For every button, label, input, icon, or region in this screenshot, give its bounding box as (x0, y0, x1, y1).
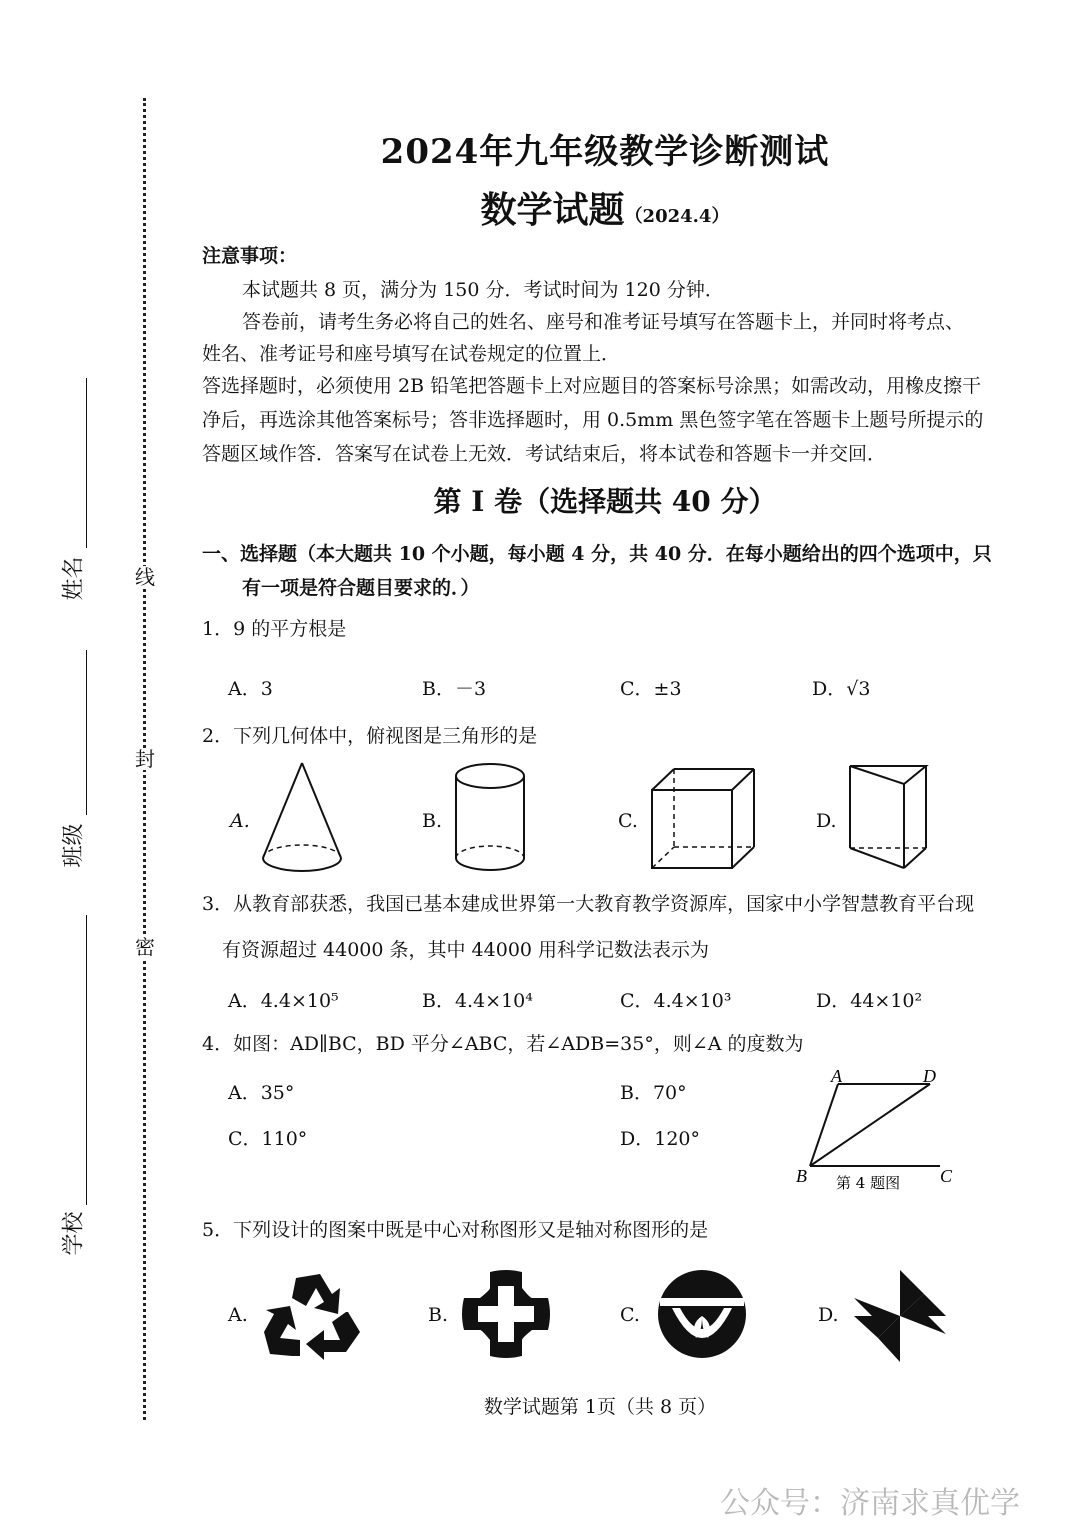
q2-option-d: D. (816, 810, 837, 832)
exam-title: 2024年九年级教学诊断测试 (380, 132, 830, 172)
point-a-label: A (831, 1066, 842, 1086)
q5-option-b: B. (428, 1304, 449, 1326)
q1-option-b: B．－3 (422, 678, 487, 700)
recycle-icon (262, 1268, 362, 1364)
segment-bd (810, 1084, 930, 1166)
section-title: 第 I 卷（选择题共 40 分） (433, 485, 777, 518)
q2-option-c: C. (618, 810, 638, 832)
notice-line-5: 净后，再选涂其他答案标号；答非选择题时，用 0.5mm 黑色签字笔在答题卡上题号所提示的 (202, 409, 984, 431)
circle-emblem-icon (656, 1268, 748, 1360)
exam-date: （2024.4） (624, 206, 730, 227)
notice-line-2: 答卷前，请考生务必将自己的姓名、座号和准考证号填写在答题卡上，并同时将考点、 (242, 311, 965, 333)
point-c-label: C (940, 1166, 953, 1186)
q4-stem: 4．如图：AD∥BC，BD 平分∠ABC，若∠ADB=35°，则∠A 的度数为 (202, 1033, 804, 1055)
seal-char-xian: 线 (135, 565, 155, 589)
segment-ab (810, 1084, 838, 1166)
q5-option-c: C. (620, 1304, 640, 1326)
part-heading-line-1: 一、选择题（本大题共 10 个小题，每小题 4 分，共 40 分．在每小题给出的四个选项中，只 (202, 543, 992, 565)
q4-figure (790, 1060, 970, 1190)
q3-stem-line-2: 有资源超过 44000 条，其中 44000 用科学记数法表示为 (222, 939, 710, 961)
q3-stem-line-1: 3．从教育部获悉，我国已基本建成世界第一大教育教学资源库，国家中小学智慧教育平台现 (202, 893, 975, 915)
notice-line-6: 答题区域作答．答案写在试卷上无效．考试结束后，将本试卷和答题卡一并交回． (202, 443, 887, 465)
q4-figure-caption: 第 4 题图 (836, 1174, 901, 1190)
q5-option-d: D. (818, 1304, 839, 1326)
q2-stem: 2．下列几何体中，俯视图是三角形的是 (202, 725, 538, 747)
q4-option-b: B．70° (620, 1082, 687, 1104)
subtitle-text: 数学试题 (480, 189, 625, 231)
prism-figure (846, 762, 932, 874)
point-b-label: B (796, 1166, 807, 1186)
class-label: 班级 (61, 823, 87, 868)
q3-option-a: A．4.4×10⁵ (228, 990, 339, 1012)
cross-shape-icon (460, 1268, 552, 1360)
page-footer: 数学试题第 1页（共 8 页） (483, 1396, 717, 1418)
q1-option-a: A．3 (228, 678, 273, 700)
part-heading-line-2: 有一项是符合题目要求的．） (242, 577, 480, 599)
q2-option-a: A. (230, 810, 250, 832)
watermark: 公众号：济南求真优学 (720, 1486, 1020, 1521)
cylinder-figure (450, 760, 530, 880)
notice-line-1: 本试题共 8 页，满分为 150 分．考试时间为 120 分钟． (242, 279, 724, 301)
name-label: 姓名 (61, 556, 87, 601)
q4-option-d: D．120° (620, 1128, 700, 1150)
q2-option-b: B. (422, 810, 443, 832)
q4-option-c: C．110° (228, 1128, 308, 1150)
q1-option-c: C．±3 (620, 678, 682, 700)
notice-line-3: 姓名、准考证号和座号填写在试卷规定的位置上． (202, 343, 621, 365)
q1-option-d: D．√3 (812, 678, 871, 700)
point-d-label: D (923, 1066, 936, 1086)
cube-figure (648, 765, 758, 875)
cone-figure (255, 758, 350, 878)
q1-stem: 1．9 的平方根是 (202, 618, 347, 640)
class-write-line (86, 650, 87, 815)
name-write-line (86, 378, 87, 548)
q5-option-a: A. (228, 1304, 248, 1326)
school-write-line (86, 915, 87, 1205)
notice-line-4: 答选择题时，必须使用 2B 铅笔把答题卡上对应题目的答案标号涂黑；如需改动，用橡皮擦干 (202, 375, 982, 397)
q3-option-d: D．44×10² (816, 990, 923, 1012)
pinwheel-icon (852, 1268, 950, 1364)
school-label: 学校 (61, 1211, 87, 1256)
q3-option-b: B．4.4×10⁴ (422, 990, 533, 1012)
q3-option-c: C．4.4×10³ (620, 990, 732, 1012)
q5-stem: 5．下列设计的图案中既是中心对称图形又是轴对称图形的是 (202, 1219, 709, 1241)
seal-char-mi: 密 (135, 935, 155, 959)
seal-char-feng: 封 (135, 747, 155, 771)
exam-subtitle (0, 182, 1080, 233)
q4-option-a: A．35° (228, 1082, 295, 1104)
notice-heading: 注意事项： (202, 245, 298, 267)
